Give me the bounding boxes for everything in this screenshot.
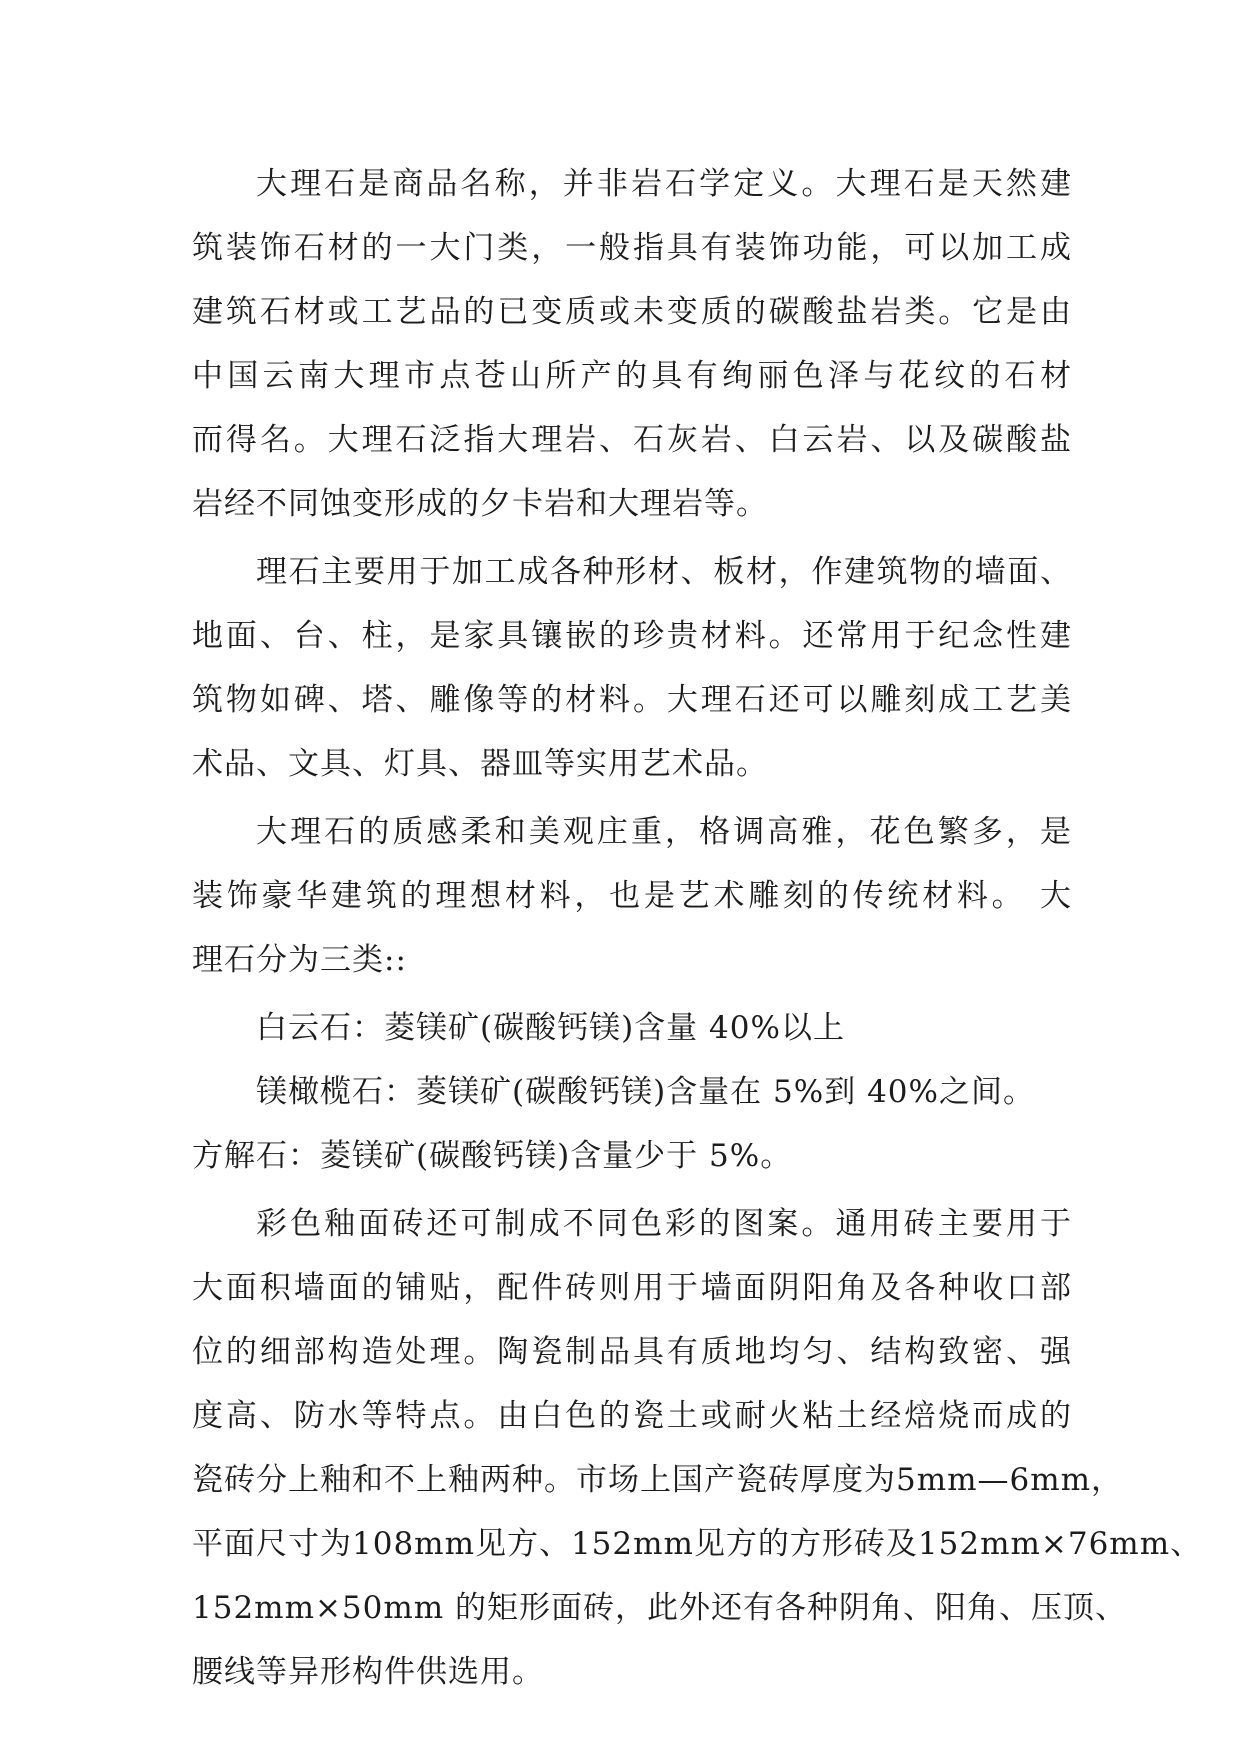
paragraph [192,1004,1072,1052]
text-line: 152mm×50mm 的矩形面砖，此外还有各种阴角、阳角、压顶、 [192,1590,1128,1626]
paragraph [192,160,1072,528]
text-line: 地面、台、柱，是家具镶嵌的珍贵材料。还常用于纪念性建 [192,618,1072,654]
paragraph [192,548,1072,788]
text-line: 大理石是商品名称，并非岩石学定义。大理石是天然建 [256,166,1072,202]
text-line: 筑物如碑、塔、雕像等的材料。大理石还可以雕刻成工艺美 [192,682,1072,718]
text-line: 白云石：菱镁矿(碳酸钙镁)含量 40%以上 [256,1010,845,1046]
text-line: 方解石：菱镁矿(碳酸钙镁)含量少于 5%。 [192,1138,793,1174]
text-line: 岩经不同蚀变形成的夕卡岩和大理岩等。 [192,486,768,522]
text-line: 度高、防水等特点。由白色的瓷土或耐火粘土经焙烧而成的 [192,1398,1072,1434]
text-line: 建筑石材或工艺品的已变质或未变质的碳酸盐岩类。它是由 [192,294,1072,330]
text-line: 瓷砖分上釉和不上釉两种。市场上国产瓷砖厚度为5mm—6mm， [192,1462,1124,1498]
text-line: 筑装饰石材的一大门类，一般指具有装饰功能，可以加工成 [192,230,1072,266]
text-line: 位的细部构造处理。陶瓷制品具有质地均匀、结构致密、强 [192,1334,1072,1370]
text-line: 大理石的质感柔和美观庄重，格调高雅，花色繁多，是 [256,814,1072,850]
text-line: 腰线等异形构件供选用。 [192,1654,544,1690]
paragraph [192,1200,1203,1696]
text-line: 平面尺寸为108mm见方、152mm见方的方形砖及152mm×76mm、 [192,1526,1203,1562]
text-line: 彩色釉面砖还可制成不同色彩的图案。通用砖主要用于 [256,1206,1072,1242]
text-line: 术品、文具、灯具、器皿等实用艺术品。 [192,746,768,782]
text-line: 镁橄榄石：菱镁矿(碳酸钙镁)含量在 5%到 40%之间。 [256,1074,1035,1110]
document-page [192,160,1203,1712]
paragraph [192,1068,1072,1180]
text-line: 理石分为三类:: [192,942,407,978]
text-line: 装饰豪华建筑的理想材料，也是艺术雕刻的传统材料。 大 [192,878,1072,914]
paragraph [192,808,1072,984]
text-line: 大面积墙面的铺贴，配件砖则用于墙面阴阳角及各种收口部 [192,1270,1072,1306]
text-line: 理石主要用于加工成各种形材、板材，作建筑物的墙面、 [256,554,1072,590]
text-line: 中国云南大理市点苍山所产的具有绚丽色泽与花纹的石材 [192,358,1072,394]
text-line: 而得名。大理石泛指大理岩、石灰岩、白云岩、以及碳酸盐 [192,422,1072,458]
